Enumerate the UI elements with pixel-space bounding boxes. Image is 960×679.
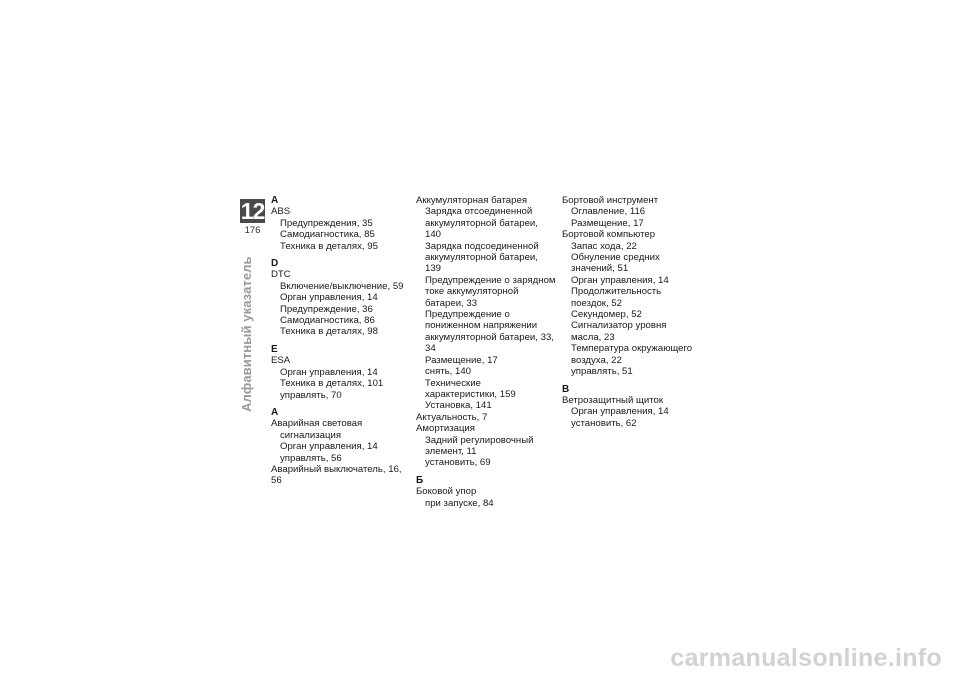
index-column-3 [562,195,702,429]
index-subentry: батареи, 33 [425,297,478,309]
watermark: carmanualsonline.info [670,644,942,672]
index-subentry: при запуске, 84 [425,497,494,509]
index-letter: E [271,343,278,355]
index-subentry: пониженном напряжении [425,320,538,332]
index-subentry: управлять, 51 [571,366,633,378]
index-entry: Ветрозащитный щиток [562,394,664,406]
index-subentry: Самодиагностика, 85 [280,229,375,241]
index-subentry: 34 [425,343,436,355]
index-subentry: Предупреждение о [425,309,510,321]
index-subentry: Зарядка подсоединенной [425,240,539,252]
index-subentry: управлять, 70 [280,389,342,401]
index-subentry: аккумуляторной батареи, 140 [425,217,538,241]
index-entry: ABS [271,206,291,218]
index-subentry: воздуха, 22 [571,354,622,366]
side-title: Алфавитный указатель [239,256,254,412]
index-subentry: аккумуляторной батареи, 33, [425,331,554,343]
index-subentry: Задний регулировочный [425,434,534,446]
index-subentry: Предупреждения, 35 [280,217,373,229]
index-entry-continuation: сигнализация [280,429,342,441]
index-entry: Амортизация [416,423,475,435]
index-subentry: Технические [425,377,481,389]
index-subentry: Орган управления, 14 [571,406,669,418]
chapter-badge [240,199,265,236]
index-letter: A [271,195,279,206]
index-subentry: Предупреждение о зарядном [425,274,556,286]
index-subentry: Орган управления, 14 [280,441,378,453]
index-subentry: Установка, 141 [425,400,492,412]
index-subentry: Продолжительность [571,286,662,298]
index-subentry: управлять, 56 [280,452,342,464]
index-subentry: Орган управления, 14 [571,274,669,286]
page-number: 176 [244,225,261,236]
index-subentry: Обнуление средних [571,252,660,264]
chapter-number: 12 [240,198,265,224]
index-entry: Аварийная световая [271,418,363,430]
index-subentry: Оглавление, 116 [571,206,646,218]
index-subentry: Сигнализатор уровня [571,320,667,332]
index-subentry: Размещение, 17 [425,354,498,366]
index-letter: А [271,406,279,418]
index-entry: Бортовой инструмент [562,195,659,206]
index-letter: D [271,258,279,270]
index-subentry: элемент, 11 [425,445,477,457]
index-entry: Аварийный выключатель, 16, 56 [271,463,402,487]
index-subentry: Включение/выключение, 59 [280,280,404,292]
index-letter: В [562,383,570,395]
index-subentry: Температура окружающего [571,343,693,355]
index-subentry: Самодиагностика, 86 [280,315,375,327]
index-subentry: Техника в деталях, 95 [280,240,378,252]
index-column-1 [271,195,411,487]
index-subentry: Секундомер, 52 [571,309,642,321]
index-subentry: токе аккумуляторной [425,286,519,298]
index-letter: Б [416,474,424,486]
index-entry: ESA [271,355,291,367]
index-column-2 [416,195,556,509]
index-subentry: аккумуляторной батареи, 139 [425,252,538,275]
index-subentry: установить, 62 [571,417,637,429]
index-entry: DTC [271,269,291,281]
index-subentry: Орган управления, 14 [280,366,378,378]
index-subentry: Техника в деталях, 101 [280,378,384,390]
index-subentry: Зарядка отсоединенной [425,206,533,218]
index-subentry: значений, 51 [571,263,629,275]
index-subentry: характеристики, 159 [425,388,516,400]
index-subentry: Орган управления, 14 [280,292,378,304]
index-subentry: установить, 69 [425,457,491,469]
index-subentry: Запас хода, 22 [571,240,637,252]
index-subentry: снять, 140 [425,366,472,378]
index-entry: Бортовой компьютер [562,229,656,241]
index-subentry: масла, 23 [571,331,615,343]
index-subentry: Размещение, 17 [571,217,644,229]
index-subentry: поездок, 52 [571,297,622,309]
index-entry: Аккумуляторная батарея [416,195,528,206]
index-subentry: Предупреждение, 36 [280,303,373,315]
index-entry: Актуальность, 7 [416,411,488,423]
index-subentry: Техника в деталях, 98 [280,326,378,338]
index-entry: Боковой упор [416,486,477,498]
